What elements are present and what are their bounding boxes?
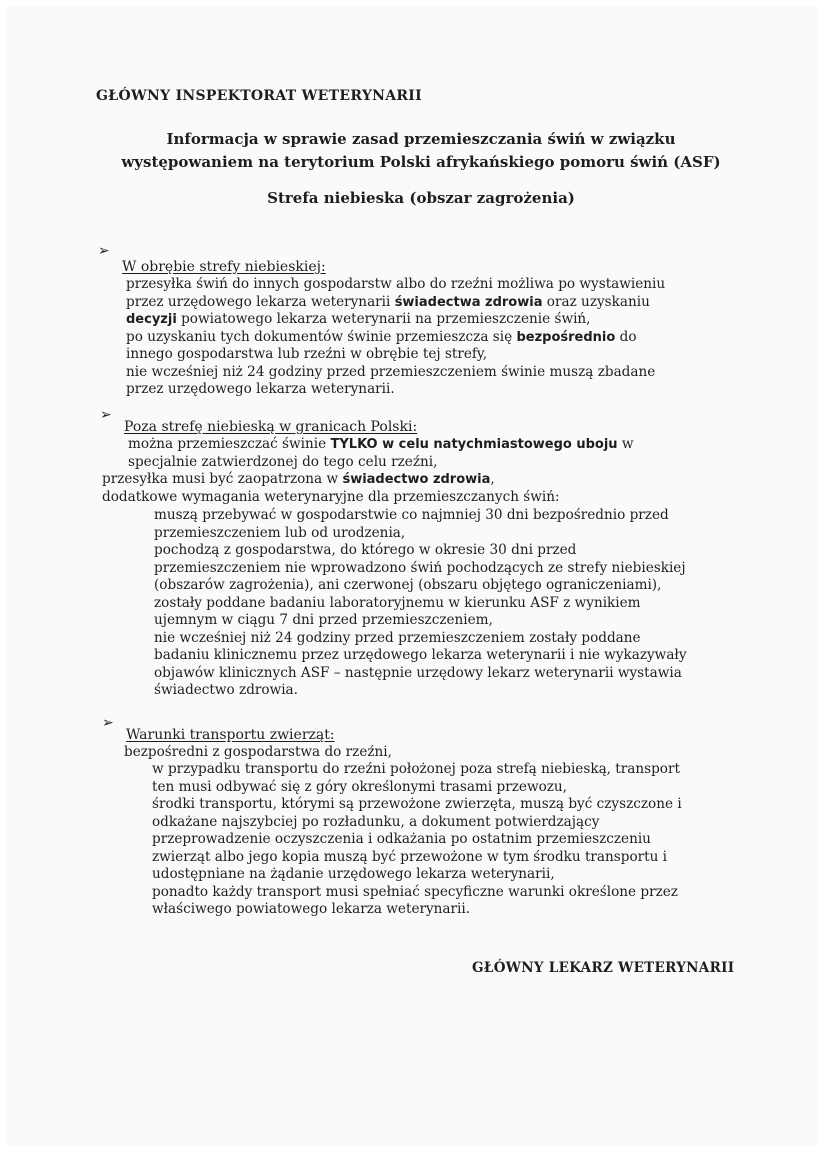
document-page	[6, 6, 818, 1146]
section-3-heading: Warunki transportu zwierząt:	[126, 727, 335, 743]
section-2-heading: Poza strefę niebieską w granicach Polski:	[124, 419, 418, 435]
section-2-requirements: przesyłka musi być zaopatrzona w świadectwo zdrowia, dodatkowe wymagania weterynaryjne dla przemieszczanych świń:	[102, 471, 560, 505]
signature: GŁÓWNY LEKARZ WETERYNARII	[472, 960, 735, 976]
subtitle: Strefa niebieska (obszar zagrożenia)	[267, 189, 575, 207]
section-2-conditions: muszą przebywać w gospodarstwie co najmniej 30 dni bezpośrednio przed przemieszczeniem lub od urodzenia, pochodzą z gospodarstwa, do którego w okresie 30 dni przed przemieszczeniem nie wprowadzono świń pochodzących ze strefy niebieskiej (obszarów zagrożenia), ani czerwonej (obszaru objętego ograniczeniami), zostały poddane badaniu laboratoryjnemu w kierunku ASF z wynikiem ujemnym w ciągu 7 dni przed przemieszczeniem, nie wcześniej niż 24 godziny przed przemieszczeniem zostały poddane badaniu klinicznemu przez urzędowego lekarza weterynarii i nie wykazywały objawów klinicznych ASF – następnie urzędowy lekarz weterynarii wystawia świadectwo zdrowia.	[154, 507, 687, 698]
section-3-text: w przypadku transportu do rzeźni położonej poza strefą niebieską, transport ten musi odbywać się z góry określonymi trasami przewozu, środki transportu, którymi są przewożone zwierzęta, muszą być czyszczone i odkażane najszybciej po rozładunku, a dokument potwierdzający przeprowadzenie oczyszczenia i odkażania po ostatnim przemieszczeniu zwierząt albo jego kopia muszą być przewożone w tym środku transportu i udostępniane na żądanie urzędowego lekarza weterynarii, ponadto każdy transport musi spełniać specyficzne warunki określone przez właściwego powiatowego lekarza weterynarii.	[152, 761, 682, 917]
bullet-arrow-icon: ➢	[102, 715, 114, 731]
section-1-text: przesyłka świń do innych gospodarstw albo do rzeźni możliwa po wystawieniu przez urzędowego lekarza weterynarii świadectwa zdrowia oraz uzyskaniu decyzji powiatowego lekarza weterynarii na przemieszczenie świń, po uzyskaniu tych dokumentów świnie przemieszcza się bezpośrednio do innego gospodarstwa lub rzeźni w obrębie tej strefy, nie wcześniej niż 24 godziny przed przemieszczeniem świnie muszą zbadane przez urzędowego lekarza weterynarii.	[126, 276, 666, 397]
title-line-1: Informacja w sprawie zasad przemieszczania świń w związku	[166, 130, 676, 148]
section-3-intro: bezpośredni z gospodarstwa do rzeźni,	[124, 744, 392, 760]
section-1-heading: W obrębie strefy niebieskiej:	[122, 259, 326, 275]
title-line-2: występowaniem na terytorium Polski afrykańskiego pomoru świń (ASF)	[121, 153, 721, 171]
section-2-intro: można przemieszczać świnie TYLKO w celu natychmiastowego uboju w specjalnie zatwierdzonej do tego celu rzeźni,	[128, 436, 634, 470]
bullet-arrow-icon: ➢	[98, 243, 110, 259]
bullet-arrow-icon: ➢	[100, 407, 112, 423]
inspectorate-name: GŁÓWNY INSPEKTORAT WETERYNARII	[96, 88, 423, 104]
